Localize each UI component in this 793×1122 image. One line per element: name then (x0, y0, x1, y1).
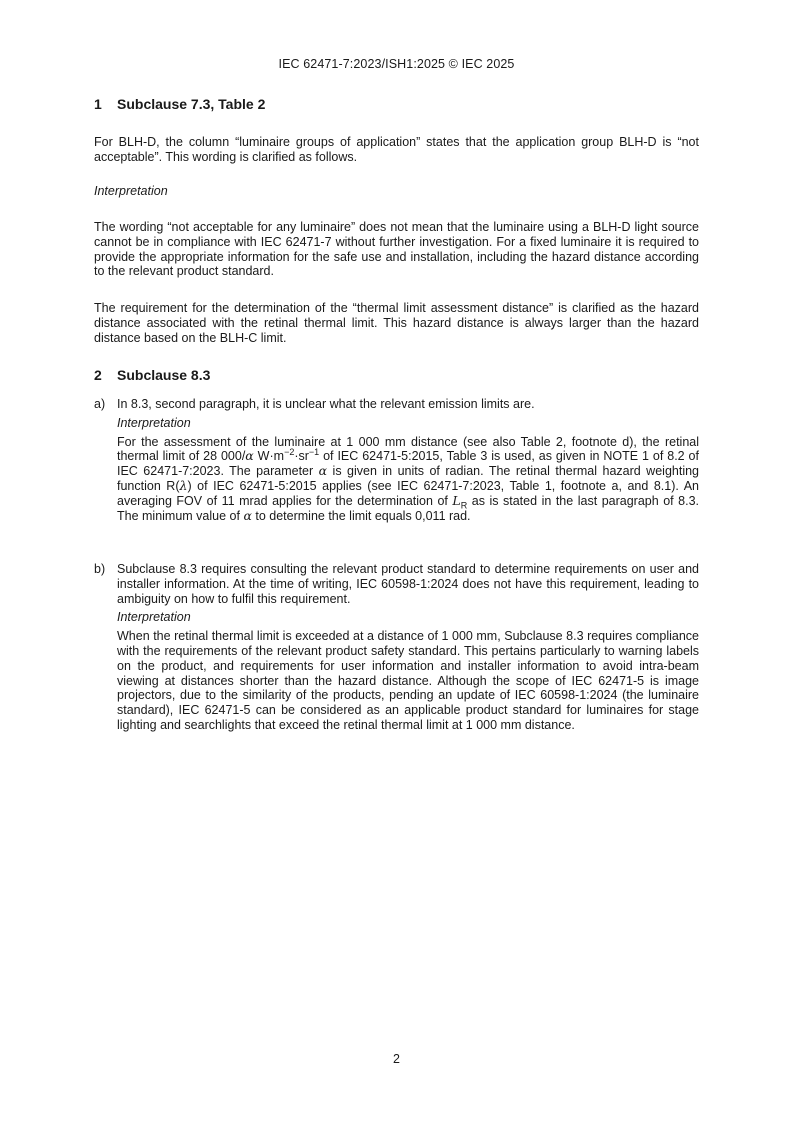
list-item-b-interpretation-label: Interpretation (117, 610, 191, 625)
list-item-a-interpretation-label: Interpretation (117, 415, 191, 430)
section-2-number: 2 (94, 367, 102, 383)
section-1-paragraph-2: The wording “not acceptable for any luminaire” does not mean that the luminaire using a BLH-D light source cannot be in compliance with IEC 62471-7 without further investigation. For a fixed luminaire it is required to provide the appropriate information for the safe use and installation, including the hazard distance according to the relevant product standard. (94, 220, 699, 279)
list-item-a-interpretation-text: For the assessment of the luminaire at 1 000 mm distance (see also Table 2, footnote d), the retinal thermal limit of 28 000/α $W\cdot m^{-2}\cdot sr^{-1}$ of IEC 62471-5:2015, Table 3 is used, as given in NOTE 1 of 8.2 of IEC 62471-7:2023. The parameter α is given in units of radian. The retinal thermal hazard weighting function R(λ) of IEC 62471-5:2015 applies (see IEC 62471-7:2023, Table 1, footnote a, and 8.1). An averaging FOV of 11 mrad applies for the determination of $L_R$ as is stated in the last paragraph of 8.3. The minimum value of α to determine the limit equals 0,011 rad. (117, 434, 700, 523)
section-2-title: Subclause 8.3 (117, 367, 211, 383)
section-1-number: 1 (94, 96, 102, 112)
page-number: 2 (393, 1052, 400, 1066)
list-item-a (94, 397, 699, 523)
section-2-heading (94, 367, 210, 383)
section-1-paragraph-1: For BLH-D, the column “luminaire groups of application” states that the application group BLH-D is “not acceptable”. This wording is clarified as follows. (94, 135, 699, 164)
list-item-a-text: In 8.3, second paragraph, it is unclear what the relevant emission limits are. (117, 397, 535, 411)
page-header: IEC 62471-7:2023/ISH1:2025 © IEC 2025 (278, 57, 515, 71)
list-item-b-label: b) (94, 562, 106, 576)
list-item-a-label: a) (94, 397, 106, 411)
list-item-b-text: Subclause 8.3 requires consulting the relevant product standard to determine requirements on user and installer information. At the time of writing, IEC 60598-1:2024 does not have this requirement, leading to ambiguity on how to fulfil this requirement. (117, 562, 699, 606)
section-1-title: Subclause 7.3, Table 2 (117, 96, 266, 112)
list-item-b (94, 562, 699, 733)
section-1-interpretation-label: Interpretation (94, 184, 168, 198)
list-item-b-interpretation-text: When the retinal thermal limit is exceeded at a distance of 1 000 mm, Subclause 8.3 requires compliance with the requirements of the relevant product safety standard. This pertains particularly to warning labels on the product, and requirements for user information and installer information to avoid intra-beam viewing at distances shorter than the hazard distance. Although the scope of IEC 62471-5 is image projectors, due to the similarity of the products, pending an update of IEC 60598-1:2024 (the luminaire standard), IEC 62471-5 can be considered as an applicable product standard for luminaires for stage lighting and searchlights that exceed the retinal thermal limit at 1 000 mm distance. (117, 629, 699, 732)
section-1-heading (94, 96, 265, 112)
section-1-paragraph-3: The requirement for the determination of the “thermal limit assessment distance” is clarified as the hazard distance associated with the retinal thermal limit. This hazard distance is always larger than the hazard distance based on the BLH-C limit. (94, 301, 699, 345)
